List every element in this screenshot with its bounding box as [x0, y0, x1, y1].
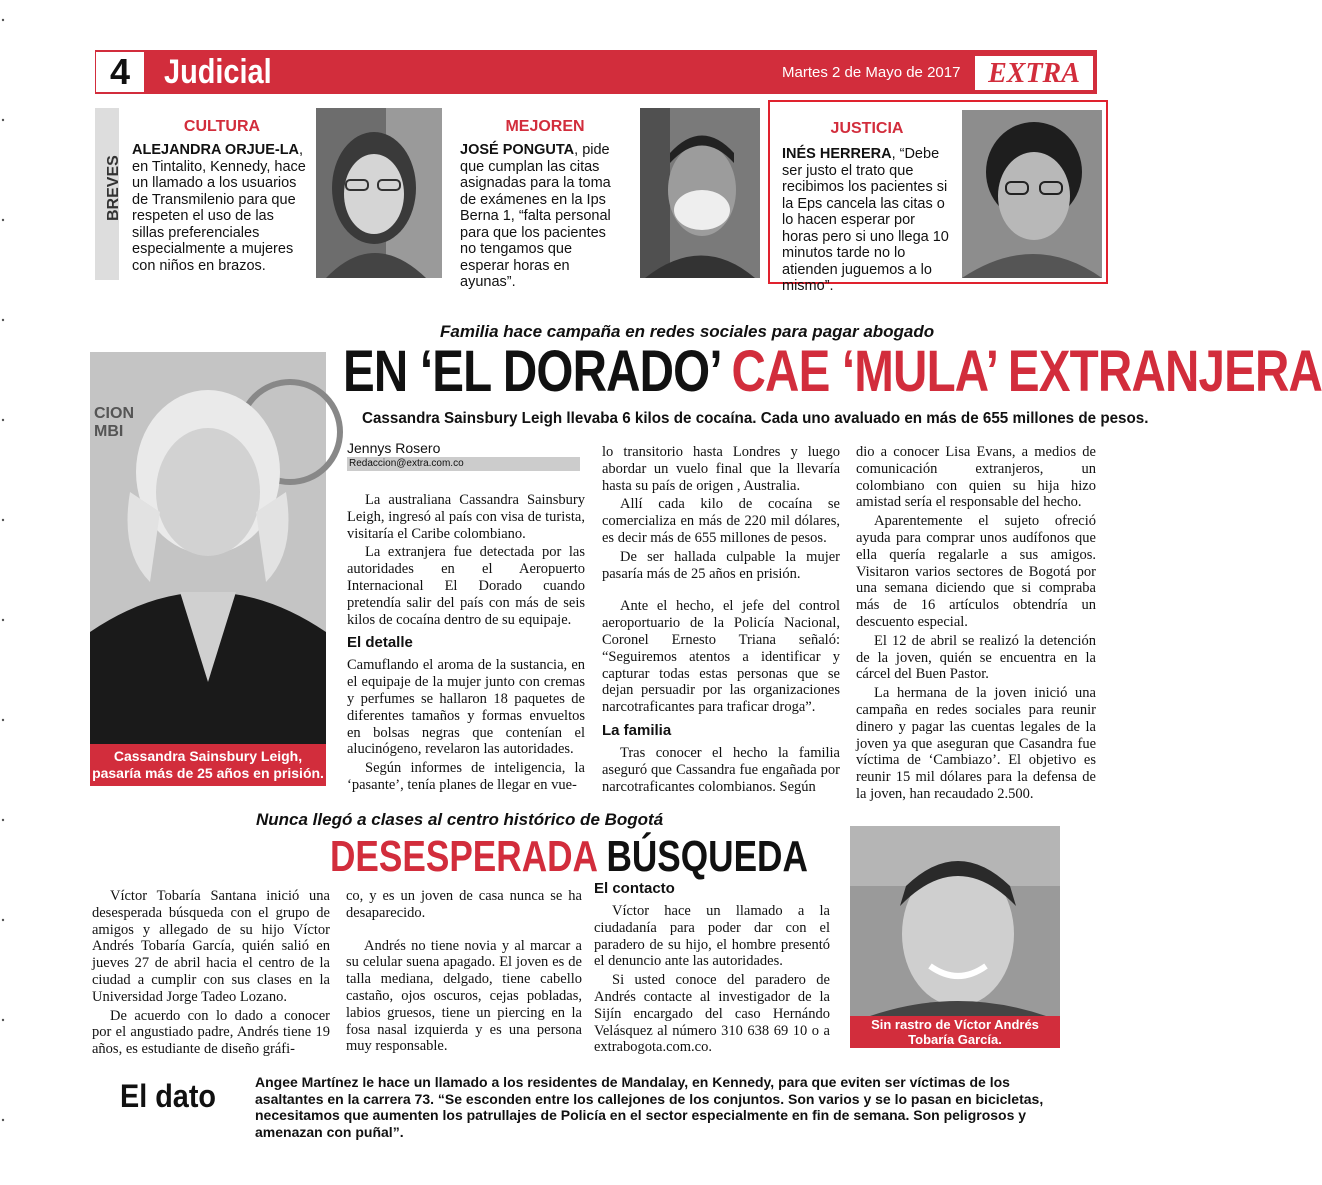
paragraph: dio a conocer Lisa Evans, a medios de comunicación extranjeros, un colombiano con quien su hija hizo amistad sería el responsable del hecho.	[856, 444, 1096, 511]
paragraph: De acuerdo con lo dado a conocer por el angustiado padre, Andrés tiene 19 años, es estudiante de diseño gráfi-	[92, 1007, 330, 1058]
brief-category: CULTURA	[183, 118, 261, 135]
article-kicker: Nunca llegó a clases al centro histórico de Bogotá	[256, 810, 664, 829]
article-subhead: Cassandra Sainsbury Leigh llevaba 6 kilos de cocaína. Cada uno avaluado en más de 655 millones de pesos.	[362, 410, 1149, 427]
paragraph: Tras conocer el hecho la familia aseguró que Cassandra fue engañada por narcotraficantes colombianos. Según	[602, 744, 840, 795]
scan-edge	[0, 0, 8, 1185]
brief-category: MEJOREN	[505, 118, 585, 135]
photo-caption: Cassandra Sainsbury Leigh, pasaría más de 25 años en prisión.	[90, 744, 326, 786]
brief-text: ALEJANDRA ORJUE-LA, en Tintalito, Kennedy, hace un llamado a los usuarios de Transmilenio para que respeten el uso de las sillas preferenciales especialmente a mujeres con niños en brazos.	[132, 142, 306, 274]
paragraph: La australiana Cassandra Sainsbury Leigh, ingresó al país con visa de turista, visitaría el Caribe colombiano.	[347, 492, 585, 542]
article-headline	[343, 338, 1322, 405]
article-column	[856, 444, 1096, 805]
subheading: El contacto	[594, 880, 675, 897]
photo-background-text: MBI	[94, 423, 124, 440]
article-headline	[330, 832, 808, 882]
paragraph: El 12 de abril se realizó la detención de la joven, quién se encuentra en la cárcel del Buen Pastor.	[856, 632, 1096, 683]
breves-label: BREVES	[105, 155, 122, 221]
article-column	[92, 888, 330, 1060]
photo-background-text: CION	[94, 405, 134, 422]
page-number: 4	[96, 52, 144, 92]
paragraph: lo transitorio hasta Londres y luego abordar un vuelo final que la llevaría hasta su país de origen , Australia.	[602, 444, 840, 494]
brief-name: INÉS HERRERA	[782, 146, 892, 162]
section-title: Judicial	[164, 53, 272, 91]
paragraph: Camuflando el aroma de la sustancia, en el equipaje de la mujer junto con cremas y perfumes se hallaron 18 paquetes de diferentes tamaños y formas envueltos en bolsas negras que contenían el alucinógeno, revelaron las autoridades.	[347, 657, 585, 758]
brief-name: JOSÉ PONGUTA	[460, 142, 575, 158]
paragraph: De ser hallada culpable la mujer pasaría más de 25 años en prisión.	[602, 548, 840, 582]
brief-photo	[962, 110, 1102, 278]
article-column	[346, 888, 582, 1057]
paragraph: La hermana de la joven inició una campaña en redes sociales para reunir dinero y pagar las cuentas legales de la joven ya que aseguran que Casandra fue víctima de ‘Cambiazo’. El objetivo es reunir 15 mil dólares para la defensa de la joven, han recaudado 2.500.	[856, 685, 1096, 802]
paragraph: Ante el hecho, el jefe del control aeroportuario de la Policía Nacional, Coronel Ernesto Triana señaló: “Seguiremos atentos a identificar y capturar todas estas personas que se dejan persuadir por las organizaciones narcotraficantes para traficar droga”.	[602, 598, 840, 716]
paragraph: Allí cada kilo de cocaína se comercializa en más de 220 mil dólares, es decir más de 655 millones de pesos.	[602, 496, 840, 546]
el-dato-label: El dato	[120, 1078, 217, 1114]
brief-category: JUSTICIA	[830, 120, 904, 137]
paragraph: Si usted conoce del paradero de Andrés contacte al investigador de la Sijín encargado del caso Hernándo Velásquez al número 310 638 69 10 o a extrabogota.com.co.	[594, 972, 830, 1056]
young-man-portrait-icon	[850, 826, 1060, 1016]
brief-name: ALEJANDRA ORJUE-LA	[132, 142, 300, 158]
paragraph: Aparentemente el sujeto ofreció ayuda para comprar unos audífonos que ella quería regalarle a sus amigos. Visitaron varios sectores de Bogotá por una semana diciendo que si compraba más de 16 artículos obtendría un descuento especial.	[856, 513, 1096, 630]
man-with-mask-portrait-icon	[640, 108, 760, 278]
paragraph: Víctor hace un llamado a la ciudadanía para poder dar con el paradero de su hijo, el hombre presentó el denuncio ante las autoridades.	[594, 903, 830, 970]
article-column	[347, 492, 585, 796]
headline-black-part: EN ‘EL DORADO’	[343, 339, 720, 404]
paragraph: co, y es un joven de casa nunca se ha desaparecido.	[346, 888, 582, 921]
photo-caption: Sin rastro de Víctor Andrés Tobaría García.	[850, 1016, 1060, 1048]
woman-portrait-icon	[316, 108, 442, 278]
author-email: Redaccion@extra.com.co	[349, 458, 464, 469]
article-column	[594, 880, 830, 1058]
subheading: El detalle	[347, 634, 413, 652]
brief-text: INÉS HERRERA, “Debe ser justo el trato que recibimos los pacientes si la Eps cancela las citas o lo hacen esperar por horas pero si uno llega 10 minutos tarde no lo atienden juguemos a lo mismo”.	[782, 146, 949, 294]
issue-date: Martes 2 de Mayo de 2017	[782, 64, 961, 81]
woman-portrait-icon	[962, 110, 1102, 278]
headline-red-part: CAE ‘MULA’ EXTRANJERA	[731, 339, 1322, 404]
brief-photo	[316, 108, 442, 278]
subheading: La familia	[602, 721, 672, 739]
paragraph: Según informes de inteligencia, la ‘pasante’, tenía planes de llegar en vue-	[347, 760, 585, 793]
paragraph: Víctor Tobaría Santana inició una desesperada búsqueda con el grupo de amigos y allegado de su hijo Víctor Andrés Tobaría García, quién salió en jueves 27 de abril hacia el centro de la ciudad a cumplir con sus clases en la Universidad Jorge Tadeo Lozano.	[92, 888, 330, 1005]
brief-photo	[640, 108, 760, 278]
headline-black-part: BÚSQUEDA	[606, 832, 808, 881]
headline-red-part: DESESPERADA	[330, 832, 597, 881]
newspaper-logo: EXTRA	[975, 56, 1093, 90]
article-photo	[850, 826, 1060, 1016]
byline: Jennys Rosero	[347, 440, 441, 456]
paragraph: Andrés no tiene novia y al marcar a su celular suena apagado. El joven es de talla mediana, delgado, tiene cabello castaño, ojos oscuros, cejas pobladas, labios gruesos, tiene un piercing en la fosa nasal izquierda y es una persona muy responsable.	[346, 937, 582, 1055]
paragraph: La extranjera fue detectada por las autoridades en el Aeropuerto Internacional El Dorado cuando pretendía salir del país con más de seis kilos de cocaína dentro de su equipaje.	[347, 544, 585, 628]
el-dato-text: Angee Martínez le hace un llamado a los residentes de Mandalay, en Kennedy, para que eviten ser víctimas de los asaltantes en la carrera 73. “Se esconden entre los callejones de los conjuntos. Son varios y se lo pasan en bicicletas, necesitamos que aumenten los patrullajes de Policía en el sector especialmente en fin de semana. Son peligrosos y amenazan con puñal”.	[255, 1074, 1044, 1140]
article-column	[602, 444, 840, 797]
article-kicker: Familia hace campaña en redes sociales para pagar abogado	[440, 322, 935, 341]
brief-text: JOSÉ PONGUTA, pide que cumplan las citas asignadas para la toma de exámenes en la Ips Berna 1, “falta personal para que los pacientes no tengamos que esperar horas en ayunas”.	[460, 142, 611, 290]
